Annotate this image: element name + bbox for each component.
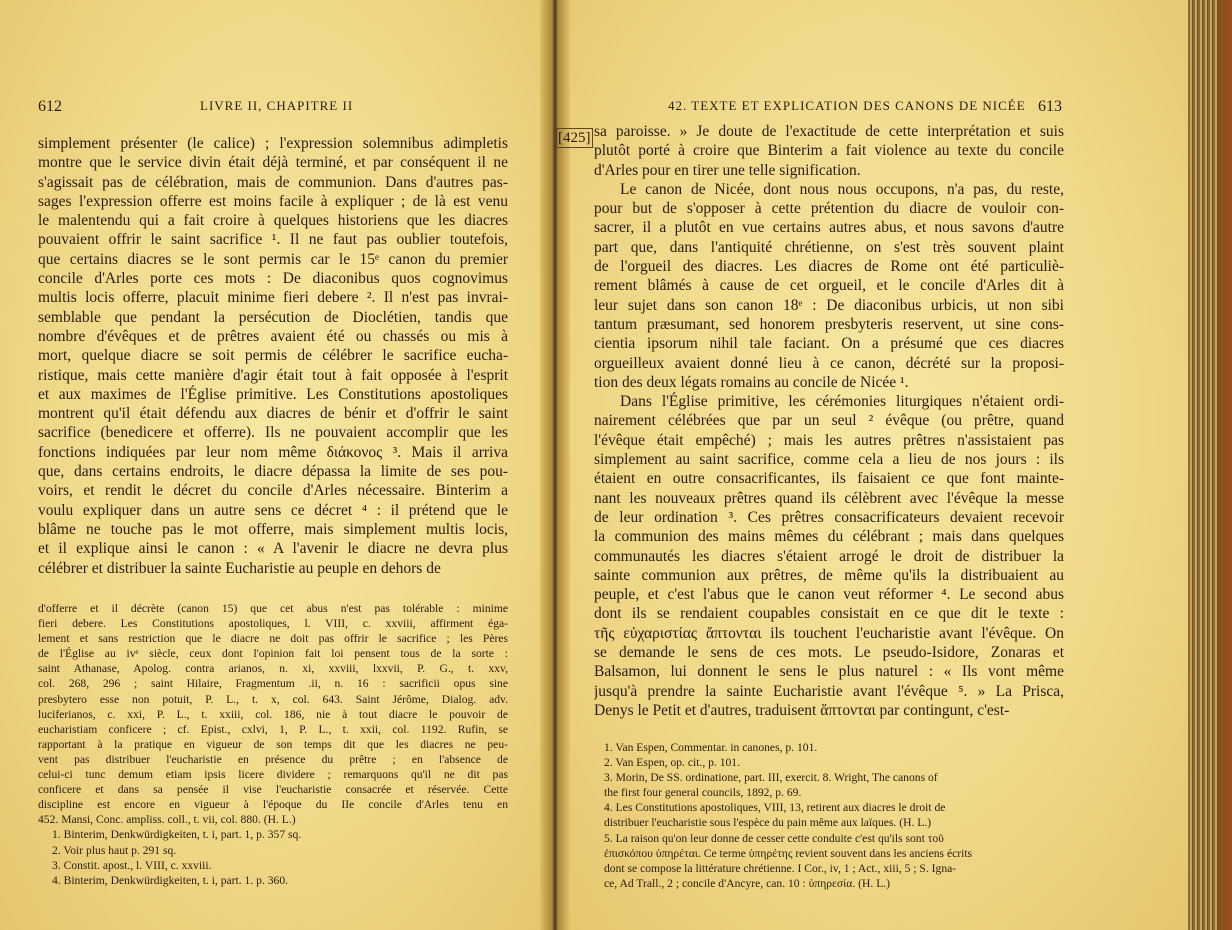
text-line: ristique, mais cette manière d'agir était tout à fait opposée à l'esprit bbox=[38, 366, 508, 384]
text-line: de l'orgueil des diacres. Les diacres de Rome ont été particuliè- bbox=[594, 258, 1064, 276]
text-line: cientia ipsorum nihil tale faciant. On a présumé que ces diacres bbox=[594, 335, 1064, 353]
footnote: distribuer l'eucharistie sous l'espèce du pain même aux laïques. (H. L.) bbox=[604, 816, 932, 830]
text-line: sages l'expression offerre est moins facile à expliquer ; de là est venu bbox=[38, 192, 508, 210]
text-line: nairement célébrées que par un seul ² évêque (ou prêtre, quand bbox=[594, 412, 1064, 430]
note-line: col. 268, 296 ; saint Hilaire, Fragmentum .ii, n. 16 : sacrificii opus sine bbox=[38, 677, 508, 691]
running-head-right: 42. TEXTE ET EXPLICATION DES CANONS DE NICÉE bbox=[668, 98, 1026, 113]
text-line: mort, quelque diacre se soit permis de célébrer le sacrifice eucha- bbox=[38, 347, 508, 365]
text-line: se demande le sens de ces mots. Le pseudo-Isidore, Zonaras et bbox=[594, 644, 1064, 662]
right-footnotes bbox=[590, 740, 1066, 891]
text-line: multis locis offerre, placuit minime fieri debere ². Il n'est pas invrai- bbox=[38, 289, 508, 307]
footnote: ce, Ad Trall., 2 ; concile d'Ancyre, can. 10 : ὑπηρεσία. (H. L.) bbox=[604, 876, 891, 890]
note-line: discipline est encore en vigueur à l'époque du IIe concile d'Arles tenu en bbox=[38, 798, 508, 812]
text-line: τῆς εὐχαριστίας ἅπτονται ils touchent l'eucharistie avant l'évêque. On bbox=[594, 624, 1064, 642]
left-page bbox=[0, 0, 552, 930]
text-line: sacrer, il a plutôt en vue certains autres abus, et nous savons d'autre bbox=[594, 219, 1064, 237]
left-footnotes bbox=[38, 827, 508, 887]
footnote: 2. Voir plus haut p. 291 sq. bbox=[52, 843, 177, 857]
text-line: plutôt porté à croire que Binterim a fait violence au texte du concile bbox=[594, 142, 1064, 160]
note-line: lement et sans restriction que le diacre ne doit pas offrir le sacrifice ; les Pères bbox=[38, 632, 508, 646]
text-line: rement blâmés à cause de cet orgueil, et le concile d'Arles dit à bbox=[594, 277, 1064, 295]
text-line: Dans l'Église primitive, les cérémonies liturgiques n'étaient ordi- bbox=[620, 393, 1064, 411]
page-edges bbox=[1188, 0, 1232, 930]
text-line: semblable que pendant la persécution de Dioclétien, tandis que bbox=[38, 308, 508, 326]
text-line: et il explique ainsi le canon : « A l'avenir le diacre ne devra plus bbox=[38, 540, 508, 558]
note-line: d'offerre et il décrète (canon 15) que cet abus n'est pas tolérable : minime bbox=[38, 602, 508, 615]
text-line: le malentendu qui a fait croire à quelques historiens que les diacres bbox=[38, 212, 508, 230]
note-line: presbytero esse non potuit, P. L., t. x, col. 643. Saint Jérôme, Dialog. adv. bbox=[38, 692, 508, 706]
text-line: Le canon de Nicée, dont nous nous occupons, n'a pas, du reste, bbox=[620, 180, 1064, 198]
text-line: nant les nouveaux prêtres quand ils célèbrent avec l'évêque la messe bbox=[594, 489, 1064, 507]
text-line: fonctions indiquées par leur nom même διάκονος ³. Mais il arriva bbox=[38, 443, 508, 461]
text-line: de leur ordination ³. Ces prêtres consacrificateurs devaient recevoir bbox=[594, 508, 1064, 526]
page-number-right: 613 bbox=[1038, 98, 1062, 115]
text-line: montre que le service divin était déjà terminé, et par conséquent il ne bbox=[38, 154, 508, 172]
footnote: 5. La raison qu'on leur donne de cesser cette conduite c'est qu'ils sont τοῦ bbox=[604, 831, 944, 845]
text-line: Balsamon, lui donnent le sens le plus naturel : « Ils vont même bbox=[594, 663, 1064, 681]
text-line: tantum præsumant, sed honorem presbyteris reservent, ut sine cons- bbox=[594, 315, 1064, 333]
note-line: vent pas distribuer l'eucharistie en présence du prêtre ; en l'absence de bbox=[38, 752, 508, 766]
text-line: sacrifice (benedicere et offerre). Ils ne pouvaient accomplir que les bbox=[38, 424, 508, 442]
note-line: 452. Mansi, Conc. ampliss. coll., t. vii, col. 880. (H. L.) bbox=[38, 813, 296, 827]
footnote: the first four general councils, 1892, p. 69. bbox=[604, 786, 802, 800]
text-line: que, dans certains endroits, le diacre dépassa la limite de ses pou- bbox=[38, 463, 508, 481]
right-body-text bbox=[594, 122, 1064, 720]
left-body-text bbox=[38, 134, 508, 578]
left-notes bbox=[38, 601, 508, 888]
text-line: montrent qu'il était défendu aux diacres de bénir et d'offrir le saint bbox=[38, 405, 508, 423]
left-continued-note bbox=[38, 601, 508, 827]
note-line: rapportant à la pratique en vigueur de son temps dit que les diacres ne peu- bbox=[38, 737, 508, 751]
text-line: voirs, et rendit le décret du concile d'Arles nécessaire. Binterim a bbox=[38, 482, 508, 500]
text-line: peuple, et c'est l'abus que le canon veut réformer ⁴. Le second abus bbox=[594, 586, 1064, 604]
note-line: de l'Église au ivᵉ siècle, ceux dont l'opinion fait loi pensent tous de la sorte : bbox=[38, 647, 508, 661]
text-line: orgueilleux avaient donné lieu à ce canon, décrété sur la proposi- bbox=[594, 354, 1064, 372]
note-line: saint Athanase, Apolog. contra arianos, n. xi, xxviii, lxxvii, P. G., t. xxv, bbox=[38, 662, 508, 676]
footnote: 1. Van Espen, Commentar. in canones, p. 101. bbox=[604, 741, 818, 754]
text-line: dont ils se rendaient coupables consistait en ce que dit le texte : bbox=[594, 605, 1064, 623]
note-line: conficere et dans sa pensée il vise l'eucharistie consacrée et réservée. Cette bbox=[38, 783, 508, 797]
text-line: s'agissait pas de célébration, mais de communion. Dans d'autres pas- bbox=[38, 173, 508, 191]
note-line: fieri debere. Les Constitutions apostoliques, l. VIII, c. xxviii, affirment éga- bbox=[38, 617, 508, 631]
note-line: eucharistiam conficere ; cf. Epist., cxlvi, 1, P. L., t. xxii, col. 1192. Rufin, se bbox=[38, 722, 508, 736]
footnote: 3. Constit. apost., l. VIII, c. xxviii. bbox=[52, 858, 212, 872]
text-line: l'évêque était empêché) ; mais les autres prêtres n'assistaient pas bbox=[594, 431, 1064, 449]
text-line: communautés les diacres s'étaient arrogé le droit de distribuer la bbox=[594, 547, 1064, 565]
text-line: sainte communion aux prêtres, de même qu'ils la distribuaient au bbox=[594, 566, 1064, 584]
text-line: d'Arles pour en tirer une telle signification. bbox=[594, 161, 861, 179]
footnote: dont se compose la littérature chrétienne. I Cor., iv, 1 ; Act., xiii, 5 ; S. Igna- bbox=[604, 861, 957, 875]
footnote: ἐπισκόπου ὑπηρέται. Ce terme ὑπηρέτης revient souvent dans les anciens écrits bbox=[604, 846, 973, 860]
text-line: pouvaient offrir le saint sacrifice ¹. Il ne faut pas oublier toutefois, bbox=[38, 231, 508, 249]
footnote: 4. Les Constitutions apostoliques, VIII, 13, retirent aux diacres le droit de bbox=[604, 801, 946, 815]
text-line: blâme ne touche pas le mot offerre, mais simplement multis locis, bbox=[38, 520, 508, 538]
note-line: celui-ci tunc demum etiam ipsis licere dividere ; remarquons qu'il ne dit pas bbox=[38, 768, 508, 782]
text-line: simplement présenter (le calice) ; l'expression solemnibus adimpletis bbox=[38, 135, 508, 152]
text-line: voulu expliquer dans un autre sens ce décret ⁴ : il prétend que le bbox=[38, 501, 508, 519]
footnote: 4. Binterim, Denkwürdigkeiten, t. i, part. 1. p. 360. bbox=[52, 873, 289, 887]
footnote: 2. Van Espen, op. cit., p. 101. bbox=[604, 756, 740, 770]
note-line: luciferianos, c. xxi, P. L., t. xxiii, col. 186, nie à tout diacre le pouvoir de bbox=[38, 707, 508, 721]
text-line: simplement au saint sacrifice, comme cela a lieu de nos jours : ils bbox=[594, 451, 1064, 469]
text-line: sa paroisse. » Je doute de l'exactitude de cette interprétation et suis bbox=[594, 123, 1064, 140]
text-line: part que, dans l'antiquité chrétienne, on s'est très souvent plaint bbox=[594, 238, 1064, 256]
running-head-left: LIVRE II, CHAPITRE II bbox=[200, 98, 354, 113]
text-line: nombre d'évêques et de prêtres avaient été ou chassés ou mis à bbox=[38, 327, 508, 345]
text-line: tion des deux légats romains au concile de Nicée ¹. bbox=[594, 373, 909, 391]
text-line: leur sujet dans son canon 18ᵉ : De diaconibus urbicis, ut non sibi bbox=[594, 296, 1064, 314]
text-line: étaient en outre consacrificantes, ils faisaient ce que font mainte- bbox=[594, 470, 1064, 488]
footnote: 1. Binterim, Denkwürdigkeiten, t. i, part. 1, p. 357 sq. bbox=[52, 828, 302, 842]
text-line: pour but de s'opposer à cette prétention du diacre de vouloir con- bbox=[594, 200, 1064, 218]
footnote: 3. Morin, De SS. ordinatione, part. III, exercit. 8. Wright, The canons of bbox=[604, 771, 938, 785]
text-line: concile d'Arles porte ces mots : De diaconibus quos cognovimus bbox=[38, 270, 508, 288]
text-line: que certains diacres se le sont permis car le 15ᵉ canon du premier bbox=[38, 250, 508, 268]
text-line: la communion des mains mêmes du célébrant ; mais dans quelques bbox=[594, 528, 1064, 546]
margin-page-reference: [425] bbox=[558, 130, 591, 146]
text-line: Denys le Petit et d'autres, traduisent ἅπτονται par contingunt, c'est- bbox=[594, 701, 1010, 719]
text-line: jusqu'à prendre la sainte Eucharistie avant l'évêque ⁵. » La Prisca, bbox=[594, 682, 1064, 700]
text-line: et aux maximes de l'Église primitive. Les Constitutions apostoliques bbox=[38, 385, 508, 403]
page-number-left: 612 bbox=[38, 98, 62, 115]
text-line: célébrer et distribuer la sainte Eucharistie au peuple en dehors de bbox=[38, 559, 441, 577]
